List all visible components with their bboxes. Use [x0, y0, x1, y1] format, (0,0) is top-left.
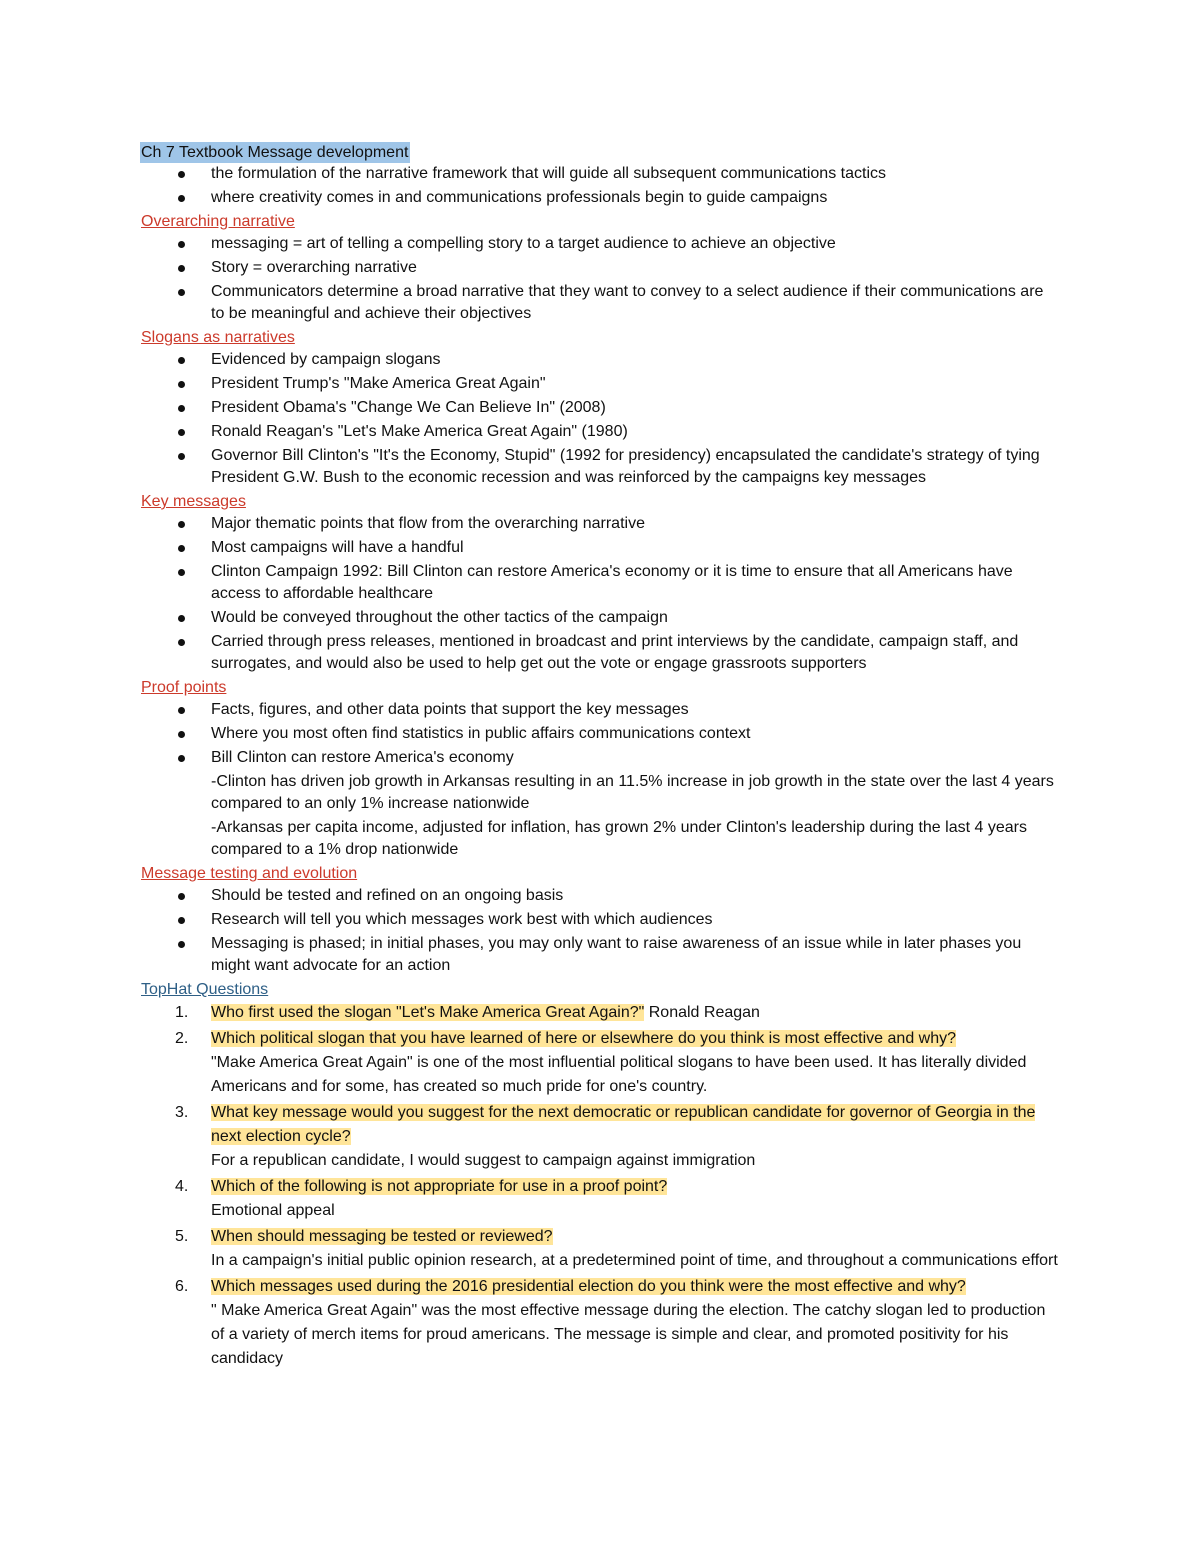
- tophat-question-list: [141, 1001, 1061, 1371]
- answer-text: Emotional appeal: [211, 1202, 335, 1219]
- list-item: Where you most often find statistics in public affairs communications context: [141, 723, 1061, 745]
- section-list: [141, 699, 1061, 769]
- question-number: 3.: [175, 1104, 189, 1121]
- list-item: the formulation of the narrative framework that will guide all subsequent communications tactics: [141, 163, 1061, 185]
- answer-text: " Make America Great Again" was the most effective message during the election. The catchy slogan led to production of a variety of merch items for proud americans. The message is simple and clear, and promoted positivity for his candidacy: [211, 1302, 1046, 1367]
- section-list: [141, 233, 1061, 325]
- list-item: President Obama's "Change We Can Believe In" (2008): [141, 397, 1061, 419]
- list-item: Should be tested and refined on an ongoing basis: [141, 885, 1061, 907]
- answer-text: "Make America Great Again" is one of the most influential political slogans to have been used. It has literally divided Americans and for some, has created so much pride for one's country.: [211, 1054, 1027, 1095]
- question-number: 6.: [175, 1278, 189, 1295]
- question-item: [141, 1001, 1061, 1025]
- question-item: [141, 1275, 1061, 1371]
- section-list: [141, 885, 1061, 977]
- question-item: [141, 1027, 1061, 1099]
- sub-point: -Clinton has driven job growth in Arkansas resulting in an 11.5% increase in job growth in the state over the last 4 years compared to an only 1% increase nationwide: [211, 773, 1054, 812]
- question-text: Which political slogan that you have learned of here or elsewhere do you think is most effective and why?: [211, 1030, 957, 1047]
- section-heading-overarching-narrative: Overarching narrative: [141, 213, 295, 230]
- list-item: Bill Clinton can restore America's economy: [141, 747, 1061, 769]
- question-text: Which messages used during the 2016 presidential election do you think were the most effective and why?: [211, 1278, 966, 1295]
- page-title: Ch 7 Textbook Message development: [141, 144, 409, 161]
- question-text: When should messaging be tested or reviewed?: [211, 1228, 553, 1245]
- list-item: Evidenced by campaign slogans: [141, 349, 1061, 371]
- section-heading-proof-points: Proof points: [141, 679, 227, 696]
- answer-text: In a campaign's initial public opinion research, at a predetermined point of time, and throughout a communications effort: [211, 1252, 1058, 1269]
- section-heading-message-testing: Message testing and evolution: [141, 865, 358, 882]
- question-number: 5.: [175, 1228, 189, 1245]
- inline-answer: Ronald Reagan: [644, 1004, 760, 1021]
- sub-point: -Arkansas per capita income, adjusted for inflation, has grown 2% under Clinton's leadership during the last 4 years compared to a 1% drop nationwide: [211, 819, 1027, 858]
- answer-text: For a republican candidate, I would suggest to campaign against immigration: [211, 1152, 756, 1169]
- list-item: Story = overarching narrative: [141, 257, 1061, 279]
- section-heading-tophat: TopHat Questions: [141, 981, 269, 998]
- section-list: [141, 513, 1061, 675]
- list-item: Governor Bill Clinton's "It's the Economy, Stupid" (1992 for presidency) encapsulated the candidate's strategy of tying President G.W. Bush to the economic recession and was reinforced by the campaigns key messages: [141, 445, 1061, 489]
- question-number: 4.: [175, 1178, 189, 1195]
- intro-list: [141, 163, 1061, 209]
- notes-body: [141, 142, 1061, 1373]
- list-item: Most campaigns will have a handful: [141, 537, 1061, 559]
- list-item: Carried through press releases, mentioned in broadcast and print interviews by the candidate, campaign staff, and surrogates, and would also be used to help get out the vote or engage grassroots supporters: [141, 631, 1061, 675]
- section-heading-key-messages: Key messages: [141, 493, 246, 510]
- list-item: Would be conveyed throughout the other tactics of the campaign: [141, 607, 1061, 629]
- question-text: What key message would you suggest for the next democratic or republican candidate for governor of Georgia in the next election cycle?: [211, 1104, 1036, 1145]
- list-item: Clinton Campaign 1992: Bill Clinton can restore America's economy or it is time to ensure that all Americans have access to affordable healthcare: [141, 561, 1061, 605]
- list-item: Messaging is phased; in initial phases, you may only want to raise awareness of an issue while in later phases you might want advocate for an action: [141, 933, 1061, 977]
- section-list: [141, 349, 1061, 489]
- list-item: Research will tell you which messages work best with which audiences: [141, 909, 1061, 931]
- section-heading-slogans: Slogans as narratives: [141, 329, 295, 346]
- list-item: President Trump's "Make America Great Again": [141, 373, 1061, 395]
- question-item: [141, 1225, 1061, 1273]
- question-number: 1.: [175, 1004, 189, 1021]
- question-text: Which of the following is not appropriate for use in a proof point?: [211, 1178, 668, 1195]
- list-item: Major thematic points that flow from the overarching narrative: [141, 513, 1061, 535]
- question-number: 2.: [175, 1030, 189, 1047]
- list-item: where creativity comes in and communications professionals begin to guide campaigns: [141, 187, 1061, 209]
- list-item: Facts, figures, and other data points that support the key messages: [141, 699, 1061, 721]
- list-item: messaging = art of telling a compelling story to a target audience to achieve an objective: [141, 233, 1061, 255]
- question-text: Who first used the slogan "Let's Make America Great Again?": [211, 1004, 645, 1021]
- list-item: Communicators determine a broad narrative that they want to convey to a select audience if their communications are to be meaningful and achieve their objectives: [141, 281, 1061, 325]
- list-item: Ronald Reagan's "Let's Make America Great Again" (1980): [141, 421, 1061, 443]
- question-item: [141, 1101, 1061, 1173]
- question-item: [141, 1175, 1061, 1223]
